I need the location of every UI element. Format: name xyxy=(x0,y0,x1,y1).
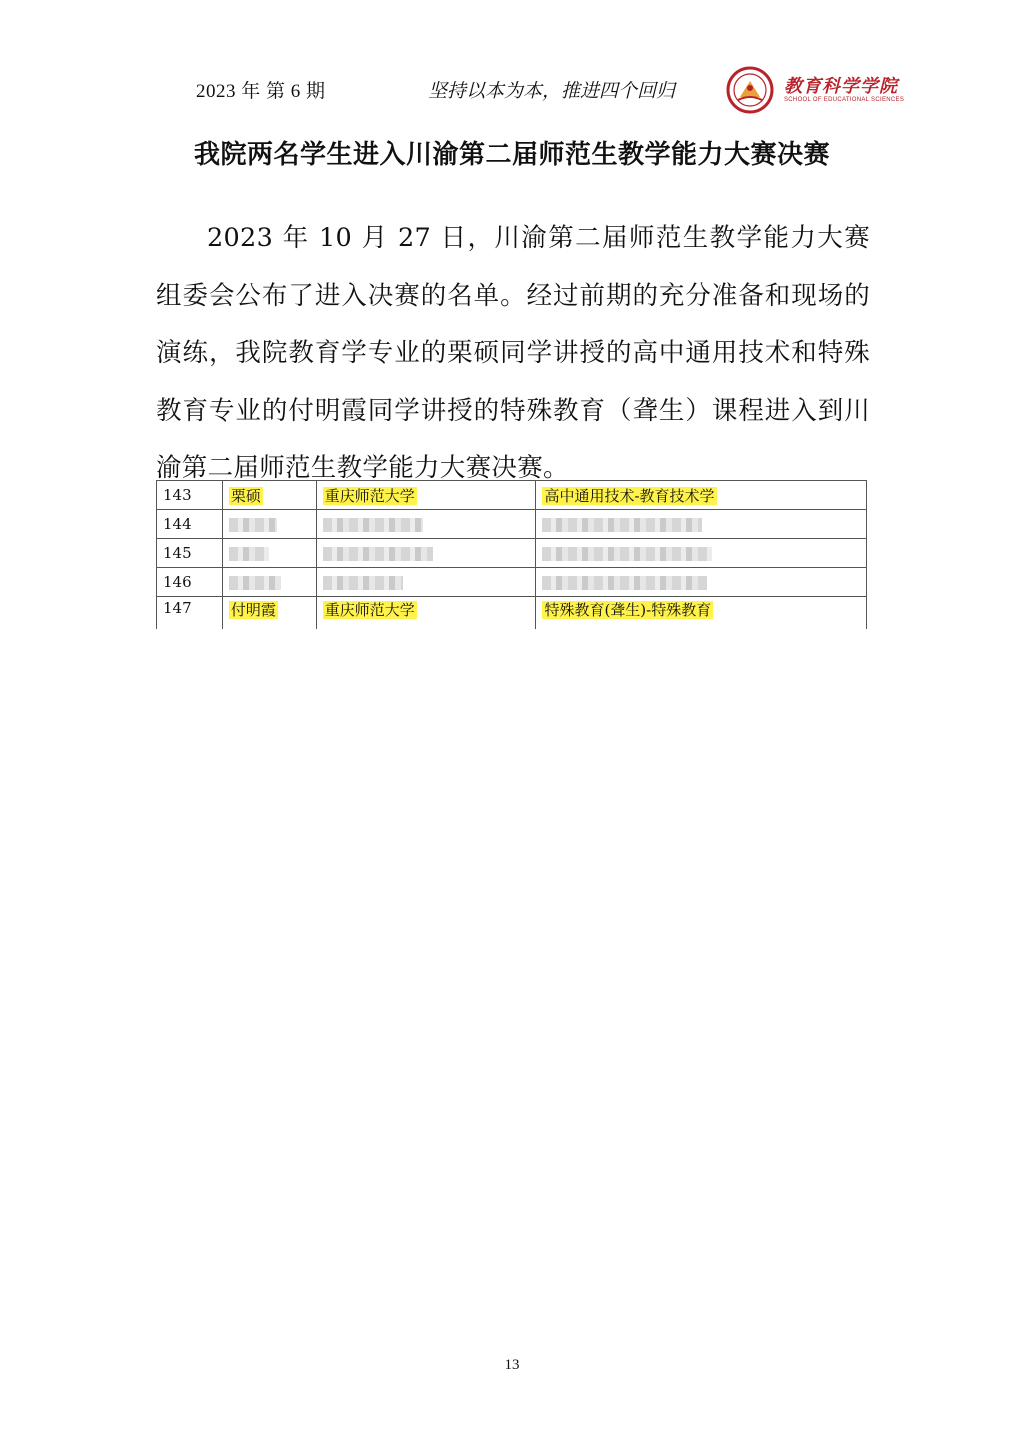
redacted-name xyxy=(222,539,316,568)
redacted-school xyxy=(316,539,536,568)
row-number: 144 xyxy=(157,510,223,539)
school-logo xyxy=(726,66,906,116)
redaction-blur xyxy=(229,576,281,590)
redaction-blur xyxy=(542,576,707,590)
row-number: 147 xyxy=(157,597,223,630)
highlighted-name: 付明霞 xyxy=(230,601,276,619)
student-name xyxy=(222,481,316,510)
subject-cell xyxy=(536,481,867,510)
redaction-blur xyxy=(542,547,712,561)
redaction-blur xyxy=(229,518,277,532)
school-cell xyxy=(316,597,536,630)
school-name-en: SCHOOL OF EDUCATIONAL SCIENCES xyxy=(784,97,905,103)
row-number: 143 xyxy=(157,481,223,510)
article-title: 我院两名学生进入川渝第二届师范生教学能力大赛决赛 xyxy=(193,140,830,170)
student-name xyxy=(222,597,316,630)
table-row xyxy=(157,597,867,630)
redacted-subject xyxy=(536,539,867,568)
redacted-school xyxy=(316,510,536,539)
article-paragraph: 2023 年 10 月 27 日，川渝第二届师范生教学能力大赛组委会公布了进入决赛的名单。经过前期的充分准备和现场的演练，我院教育学专业的栗硕同学讲授的高中通用技术和特殊教育专业的付明霞同学讲授的特殊教育（聋生）课程进入到川渝第二届师范生教学能力大赛决赛。 xyxy=(156,223,870,483)
page-number: 13 xyxy=(504,1357,520,1373)
issue-label: 2023 年 第 6 期 xyxy=(196,81,326,102)
redacted-subject xyxy=(536,510,867,539)
highlighted-school: 重庆师范大学 xyxy=(324,486,415,505)
highlighted-name: 栗硕 xyxy=(230,486,261,505)
redacted-name xyxy=(222,510,316,539)
table-row xyxy=(157,510,867,539)
subject-cell xyxy=(536,597,867,630)
redaction-blur xyxy=(323,547,433,561)
highlighted-subject: 高中通用技术-教育技术学 xyxy=(544,486,715,505)
school-name: 教育科学学院 xyxy=(784,76,898,97)
row-number: 146 xyxy=(157,568,223,597)
table-row xyxy=(157,568,867,597)
highlighted-subject: 特殊教育(聋生)-特殊教育 xyxy=(544,601,712,619)
school-cell xyxy=(316,481,536,510)
redacted-school xyxy=(316,568,536,597)
school-seal-icon xyxy=(726,66,774,114)
redaction-blur xyxy=(542,518,702,532)
redaction-blur xyxy=(229,547,269,561)
header-slogan: 坚持以本为本，推进四个回归 xyxy=(428,80,676,102)
redaction-blur xyxy=(323,576,403,590)
finalist-table xyxy=(156,480,867,629)
table-row xyxy=(157,539,867,568)
redacted-subject xyxy=(536,568,867,597)
highlighted-school: 重庆师范大学 xyxy=(324,601,415,619)
redacted-name xyxy=(222,568,316,597)
table-row xyxy=(157,481,867,510)
redaction-blur xyxy=(323,518,423,532)
row-number: 145 xyxy=(157,539,223,568)
